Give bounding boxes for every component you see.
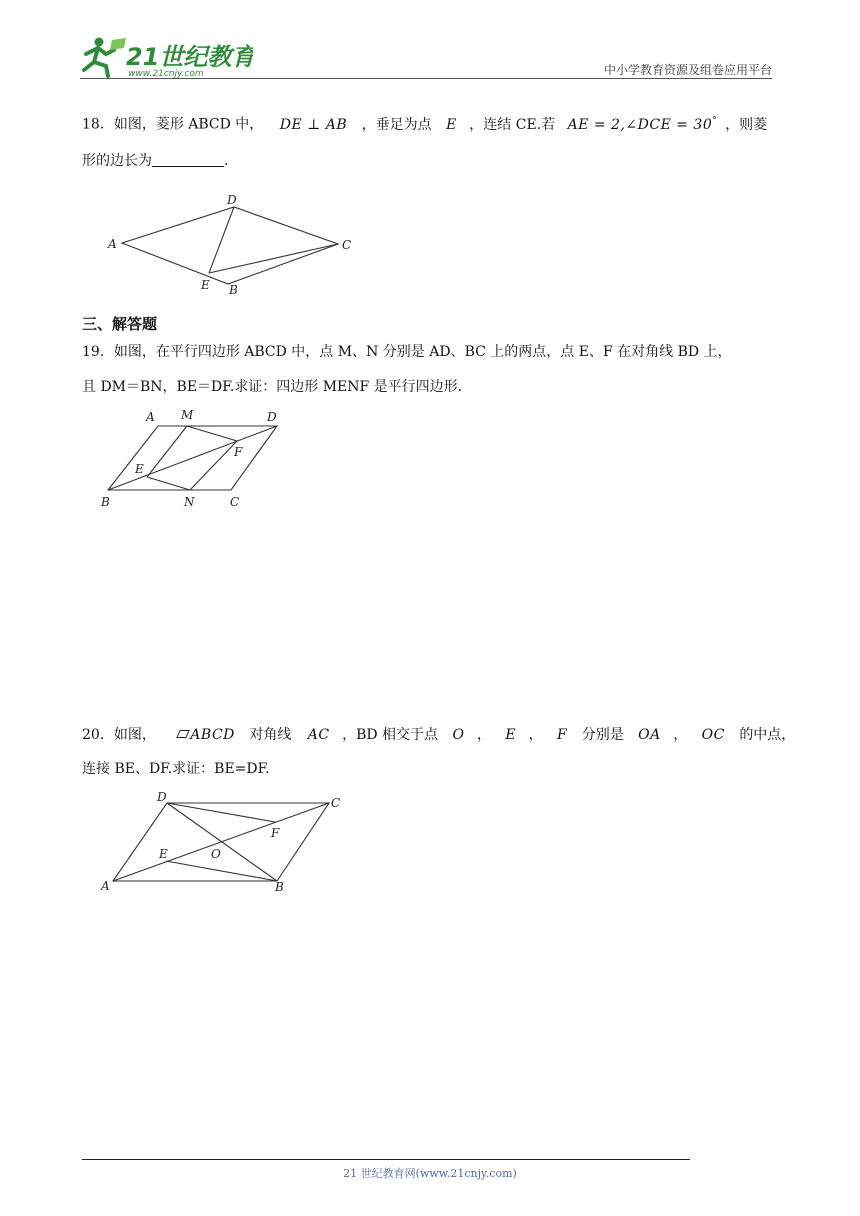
q18-line1: 18．如图，菱形 ABCD 中， DE ⊥ AB ，垂足为点 E ，连结 CE.若 AE = 2,∠DCE = 30° ，则菱 [82,116,768,133]
header-tagline: 中小学教育资源及组卷应用平台 [603,63,772,77]
section-heading: 三、解答题 [82,315,158,333]
svg-text:N: N [184,495,195,509]
q18-figure [100,188,370,304]
footer-divider [82,1159,690,1160]
svg-text:F: F [271,826,280,840]
svg-text:O: O [211,847,221,861]
answer-blank [152,152,224,167]
svg-text:A: A [101,879,110,893]
svg-text:B: B [275,880,284,894]
svg-text:B: B [101,495,110,509]
svg-text:E: E [159,847,168,861]
q19-figure [95,404,295,518]
logo-url: www.21cnjy.com [128,69,204,79]
q20-line2: 连接 BE、DF.求证：BE=DF. [82,761,270,777]
parallelogram-icon [176,730,190,738]
svg-text:M: M [181,408,194,422]
site-logo [78,34,253,80]
svg-text:D: D [227,193,237,207]
q20-line1: 20．如图， ABCD 对角线 AC ，BD 相交于点 O ， E ， F 分别是 OA ， OC 的中点， [82,727,796,743]
svg-text:E: E [135,462,144,476]
svg-text:D: D [267,410,277,424]
svg-text:A: A [108,237,117,251]
header-divider [80,78,772,79]
svg-text:B: B [229,283,238,297]
q18-line2: 形的边长为 . [82,153,229,169]
svg-text:E: E [201,278,210,292]
q20-figure [95,787,355,901]
svg-text:A: A [146,410,155,424]
svg-text:D: D [157,790,167,804]
q19-line1: 19．如图，在平行四边形 ABCD 中，点 M、N 分别是 AD、BC 上的两点，点 E、F 在对角线 BD 上， [82,344,732,360]
runner-icon [84,38,126,77]
svg-text:C: C [342,238,352,252]
svg-text:C: C [230,495,240,509]
svg-text:F: F [234,445,243,459]
svg-text:C: C [331,796,341,810]
logo-wordmark: 21世纪教育 [126,43,253,71]
q19-line2: 且 DM＝BN，BE＝DF.求证：四边形 MENF 是平行四边形. [82,379,463,395]
footer-text: 21 世纪教育网(www.21cnjy.com) [343,1167,517,1180]
